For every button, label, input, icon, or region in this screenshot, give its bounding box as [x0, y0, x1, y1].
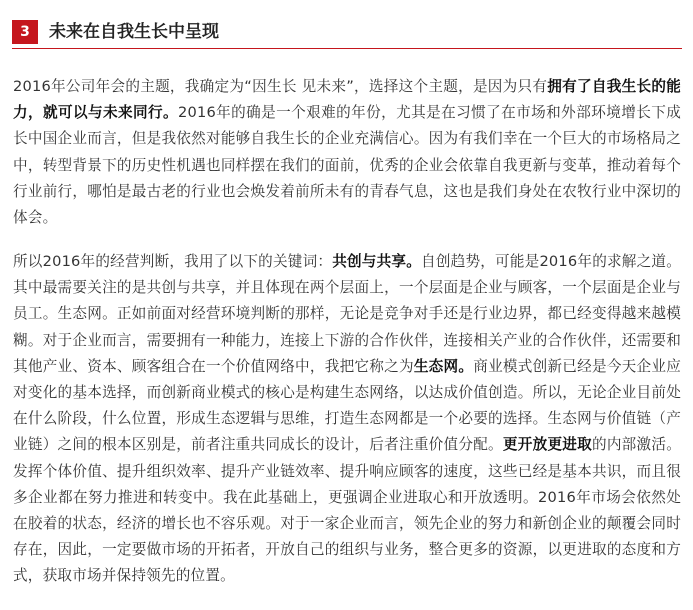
paragraph2-text-4: 的内部激活。发挥个体价值、提升组织效率、提升产业链效率、提升响应顾客的速度，这些已经是基本共识，而且很多企业都在努力推进和转变中。我在此基础上，更强调企业进取心和开放透明。2016年市场会依然处在胶着的状态，经济的增长也不容乐观。对于一家企业而言，领先企业的努力和新创企业的颠覆会同时存在，因此，一定要做市场的开拓者，开放自己的组织与业务，整合更多的资源，以更进取的态度和方式，获取市场并保持领先的位置。 [13, 436, 682, 585]
paragraph2-bold-2: 生态网。 [413, 357, 474, 375]
paragraph-business-judgment [13, 249, 681, 590]
paragraph1-text-2: 2016年的确是一个艰难的年份，尤其是在习惯了在市场和外部环境增长下成长中国企业而言，但是我依然对能够自我生长的企业充满信心。因为有我们幸在一个巨大的市场格局之中，转型背景下的历史性机遇也同样摆在我们的面前，优秀的企业会依靠自我更新与变革，推动着每个行业前行，哪怕是最古老的行业也会焕发着前所未有的青春气息，这也是我们身处在农牧行业中深切的体会。 [13, 104, 681, 227]
section-title: 未来在自我生长中呈现 [49, 22, 219, 42]
paragraph1-text-1: 2016年公司年会的主题，我确定为“因生长 见未来”，选择这个主题，是因为只有 [13, 78, 548, 95]
section-header [12, 18, 682, 48]
paragraph2-text-1: 所以2016年的经营判断，我用了以下的关键词： [13, 253, 333, 270]
paragraph1-bold-1: 拥有了自我生长的能力，就可以与未来同行。 [13, 78, 681, 122]
section-number-badge: 3 [12, 20, 38, 44]
paragraph2-bold-1: 共创与共享。 [332, 253, 422, 270]
paragraph-annual-theme [13, 74, 681, 231]
paragraph2-bold-3: 更开放更进取 [502, 436, 592, 454]
paragraph2-text-3: 商业模式创新已经是今天企业应对变化的基本选择，而创新商业模式的核心是构建生态网络，以达成价值创造。所以，无论企业目前处在什么阶段，什么位置，形成生态逻辑与思维，打造生态网都是一个必要的选择。生态网与价值链（产业链）之间的根本区别是，前者注重共同成长的设计，后者注重价值分配。 [13, 357, 681, 454]
paragraph2-text-2: 自创趋势，可能是2016年的求解之道。其中最需要关注的是共创与共享，并且体现在两个层面上，一个层面是企业与顾客，一个层面是企业与员工。生态网。正如前面对经营环境判断的那样，无论是竞争对手还是行业边界，都已经变得越来越模糊。对于企业而言，需要拥有一种能力，连接上下游的合作伙伴，连接相关产业的合作伙伴，还需要和其他产业、资本、顾客组合在一个价值网络中，我把它称之为 [13, 253, 682, 375]
header-divider [12, 48, 682, 49]
